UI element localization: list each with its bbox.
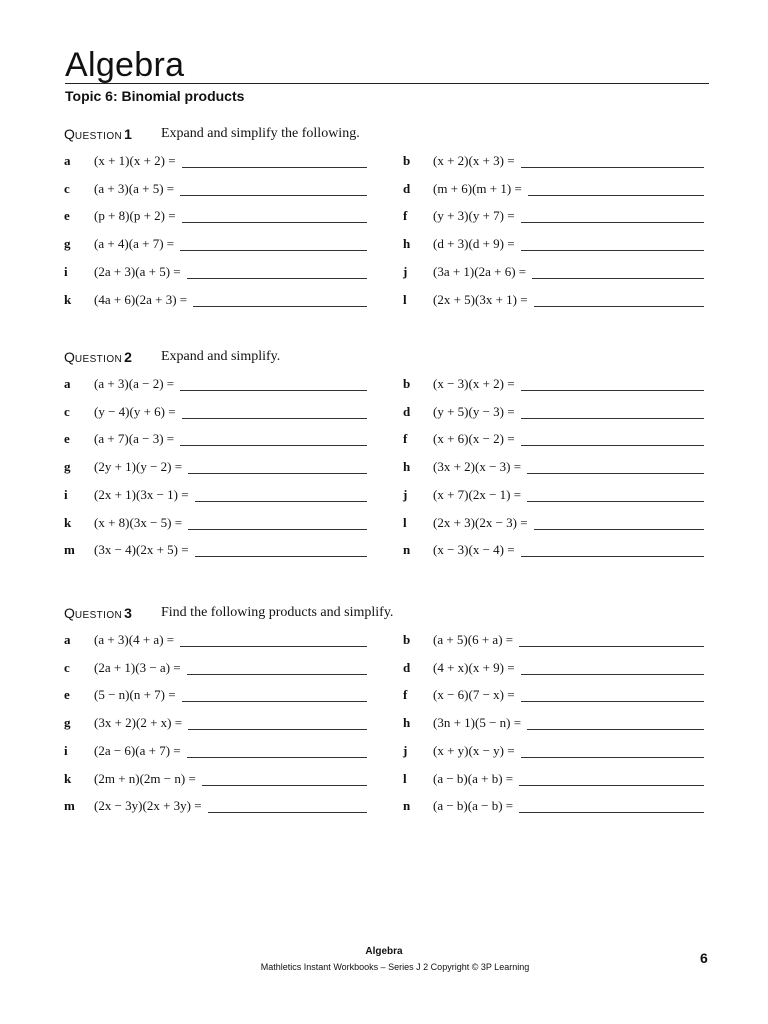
exercise-item	[64, 798, 367, 818]
exercise-item	[403, 264, 704, 284]
item-expression: (2x − 3y)(2x + 3y) =	[94, 798, 202, 814]
answer-blank[interactable]	[528, 195, 704, 196]
answer-blank[interactable]	[532, 278, 704, 279]
answer-blank[interactable]	[521, 418, 704, 419]
exercise-item	[64, 236, 367, 256]
item-letter: c	[64, 403, 70, 419]
item-letter: h	[403, 236, 411, 252]
item-letter: f	[403, 208, 408, 224]
item-expression: (a − b)(a + b) =	[433, 770, 514, 786]
answer-blank[interactable]	[208, 812, 367, 813]
answer-blank[interactable]	[521, 701, 704, 702]
item-expression: (a + 3)(a − 2) =	[94, 376, 175, 391]
answer-blank[interactable]	[534, 529, 704, 530]
item-letter: b	[403, 376, 411, 391]
answer-blank[interactable]	[188, 729, 367, 730]
question-heading	[64, 349, 281, 367]
exercise-item	[64, 542, 367, 562]
item-letter: m	[64, 798, 75, 814]
item-letter: g	[64, 236, 71, 252]
exercise-item	[64, 264, 367, 284]
item-expression: (3x + 2)(2 + x) =	[94, 715, 183, 731]
item-expression: (2y + 1)(y − 2) =	[94, 459, 183, 475]
answer-blank[interactable]	[527, 473, 704, 474]
exercise-item	[403, 236, 704, 256]
item-letter: f	[403, 431, 408, 447]
exercise-item	[403, 153, 704, 173]
page-number: 6	[700, 950, 708, 966]
item-expression: (2a + 1)(3 − a) =	[94, 659, 181, 675]
item-expression: (a + 3)(4 + a) =	[94, 632, 175, 647]
exercise-item	[403, 404, 704, 424]
answer-blank[interactable]	[182, 222, 367, 223]
item-letter: i	[64, 742, 68, 758]
answer-blank[interactable]	[180, 195, 367, 196]
item-letter: j	[403, 263, 408, 279]
exercise-item	[64, 515, 367, 535]
exercise-item	[403, 487, 704, 507]
exercise-item	[64, 743, 367, 763]
exercise-item	[64, 153, 367, 173]
exercise-item	[403, 687, 704, 707]
answer-blank[interactable]	[521, 674, 704, 675]
answer-blank[interactable]	[519, 812, 704, 813]
item-letter: f	[403, 687, 408, 703]
item-letter: k	[64, 291, 72, 307]
item-expression: (x − 6)(7 − x) =	[433, 687, 515, 703]
item-expression: (4a + 6)(2a + 3) =	[94, 291, 188, 307]
question-label-initial: Q	[64, 349, 75, 365]
item-expression: (3a + 1)(2a + 6) =	[433, 263, 527, 279]
item-expression: (2a − 6)(a + 7) =	[94, 742, 181, 758]
item-letter: e	[64, 431, 70, 447]
exercise-item	[64, 715, 367, 735]
answer-blank[interactable]	[182, 418, 367, 419]
answer-blank[interactable]	[187, 278, 367, 279]
exercise-item	[403, 181, 704, 201]
answer-blank[interactable]	[180, 646, 367, 647]
exercise-item	[64, 431, 367, 451]
topic-heading: Topic 6: Binomial products	[65, 88, 245, 104]
footer-title: Algebra	[365, 946, 403, 957]
exercise-item	[64, 404, 367, 424]
item-expression: (2x + 5)(3x + 1) =	[433, 291, 528, 307]
item-letter: e	[64, 208, 70, 224]
answer-blank[interactable]	[527, 501, 704, 502]
question-instruction: Find the following products and simplify.	[161, 605, 394, 620]
exercise-item	[403, 771, 704, 791]
item-letter: g	[64, 715, 71, 731]
answer-blank[interactable]	[193, 306, 367, 307]
item-expression: (a + 5)(6 + a) =	[433, 632, 514, 647]
item-letter: k	[64, 514, 72, 530]
item-expression: (m + 6)(m + 1) =	[433, 180, 522, 196]
item-letter: n	[403, 542, 411, 558]
question-number: 3	[124, 605, 132, 621]
item-expression: (2x + 3)(2x − 3) =	[433, 514, 528, 530]
exercise-item	[403, 660, 704, 680]
item-expression: (x + 1)(x + 2) =	[94, 153, 176, 168]
item-expression: (x − 3)(x − 4) =	[433, 542, 515, 558]
item-letter: h	[403, 715, 411, 731]
item-letter: d	[403, 659, 411, 675]
item-letter: i	[64, 486, 68, 502]
item-letter: i	[64, 263, 68, 279]
item-letter: j	[403, 486, 408, 502]
answer-blank[interactable]	[521, 757, 704, 758]
item-letter: c	[64, 659, 70, 675]
exercise-item	[403, 798, 704, 818]
item-letter: l	[403, 291, 407, 307]
item-expression: (2m + n)(2m − n) =	[94, 770, 196, 786]
title-rule	[65, 83, 709, 84]
item-expression: (3n + 1)(5 − n) =	[433, 715, 522, 731]
item-letter: l	[403, 514, 407, 530]
answer-blank[interactable]	[519, 646, 704, 647]
answer-blank[interactable]	[188, 473, 367, 474]
item-letter: a	[64, 632, 71, 647]
exercise-item	[64, 208, 367, 228]
item-expression: (x + 6)(x − 2) =	[433, 431, 515, 447]
item-expression: (5 − n)(n + 7) =	[94, 687, 176, 703]
question-label-initial: Q	[64, 605, 75, 621]
exercise-item	[64, 660, 367, 680]
item-expression: (a − b)(a − b) =	[433, 798, 514, 814]
answer-blank[interactable]	[527, 729, 704, 730]
item-expression: (a + 4)(a + 7) =	[94, 236, 175, 252]
answer-blank[interactable]	[180, 445, 367, 446]
item-expression: (y − 4)(y + 6) =	[94, 403, 176, 419]
exercise-item	[403, 431, 704, 451]
exercise-item	[64, 292, 367, 312]
item-letter: a	[64, 376, 71, 391]
question-instruction: Expand and simplify the following.	[161, 126, 360, 141]
question-label-rest: UESTION	[74, 131, 123, 142]
item-letter: j	[403, 742, 408, 758]
answer-blank[interactable]	[195, 556, 367, 557]
exercise-item	[64, 376, 367, 396]
item-letter: c	[64, 180, 70, 196]
answer-blank[interactable]	[195, 501, 367, 502]
item-expression: (x + 7)(2x − 1) =	[433, 486, 522, 502]
exercise-item	[403, 459, 704, 479]
item-expression: (a + 7)(a − 3) =	[94, 431, 175, 447]
answer-blank[interactable]	[521, 167, 704, 168]
exercise-item	[403, 376, 704, 396]
answer-blank[interactable]	[187, 757, 367, 758]
exercise-item	[64, 181, 367, 201]
item-expression: (2x + 1)(3x − 1) =	[94, 486, 189, 502]
item-letter: b	[403, 153, 411, 168]
item-expression: (3x − 4)(2x + 5) =	[94, 542, 189, 558]
item-expression: (x + y)(x − y) =	[433, 742, 515, 758]
item-letter: d	[403, 403, 411, 419]
item-expression: (x − 3)(x + 2) =	[433, 376, 515, 391]
item-expression: (x + 2)(x + 3) =	[433, 153, 515, 168]
exercise-item	[403, 208, 704, 228]
item-letter: d	[403, 180, 411, 196]
exercise-item	[64, 459, 367, 479]
answer-blank[interactable]	[521, 250, 704, 251]
answer-blank[interactable]	[180, 250, 367, 251]
item-letter: g	[64, 459, 71, 475]
item-letter: b	[403, 632, 411, 647]
item-expression: (2a + 3)(a + 5) =	[94, 263, 181, 279]
item-letter: a	[64, 153, 71, 168]
exercise-item	[64, 687, 367, 707]
item-expression: (d + 3)(d + 9) =	[433, 236, 515, 252]
answer-blank[interactable]	[188, 529, 367, 530]
answer-blank[interactable]	[521, 222, 704, 223]
answer-blank[interactable]	[521, 556, 704, 557]
question-label	[64, 127, 122, 142]
item-letter: n	[403, 798, 411, 814]
exercise-item	[64, 632, 367, 652]
exercise-item	[64, 771, 367, 791]
item-letter: e	[64, 687, 70, 703]
answer-blank[interactable]	[534, 306, 704, 307]
question-heading	[64, 126, 360, 144]
item-expression: (a + 3)(a + 5) =	[94, 180, 175, 196]
answer-blank[interactable]	[182, 167, 367, 168]
item-letter: h	[403, 459, 411, 475]
question-label-initial: Q	[64, 126, 75, 142]
exercise-item	[403, 743, 704, 763]
answer-blank[interactable]	[182, 701, 367, 702]
item-expression: (y + 3)(y + 7) =	[433, 208, 515, 224]
page-title: Algebra	[65, 46, 185, 84]
question-label-rest: UESTION	[74, 610, 123, 621]
item-expression: (x + 8)(3x − 5) =	[94, 514, 183, 530]
footer-copyright: Mathletics Instant Workbooks – Series J 2 Copyright © 3P Learning	[260, 962, 530, 972]
item-letter: l	[403, 770, 407, 786]
answer-blank[interactable]	[521, 390, 704, 391]
question-label	[64, 606, 122, 621]
answer-blank[interactable]	[180, 390, 367, 391]
item-expression: (y + 5)(y − 3) =	[433, 403, 515, 419]
exercise-item	[403, 515, 704, 535]
question-label-rest: UESTION	[74, 354, 123, 365]
answer-blank[interactable]	[202, 785, 367, 786]
exercise-item	[403, 715, 704, 735]
exercise-item	[64, 487, 367, 507]
item-expression: (3x + 2)(x − 3) =	[433, 459, 522, 475]
exercise-item	[403, 542, 704, 562]
question-number: 1	[124, 126, 132, 142]
item-expression: (p + 8)(p + 2) =	[94, 208, 176, 224]
exercise-item	[403, 632, 704, 652]
answer-blank[interactable]	[519, 785, 704, 786]
question-instruction: Expand and simplify.	[161, 349, 281, 364]
item-letter: k	[64, 770, 72, 786]
item-letter: m	[64, 542, 75, 558]
answer-blank[interactable]	[187, 674, 367, 675]
item-expression: (4 + x)(x + 9) =	[433, 659, 515, 675]
question-number: 2	[124, 349, 132, 365]
answer-blank[interactable]	[521, 445, 704, 446]
question-heading	[64, 605, 394, 623]
exercise-item	[403, 292, 704, 312]
question-label	[64, 350, 122, 365]
